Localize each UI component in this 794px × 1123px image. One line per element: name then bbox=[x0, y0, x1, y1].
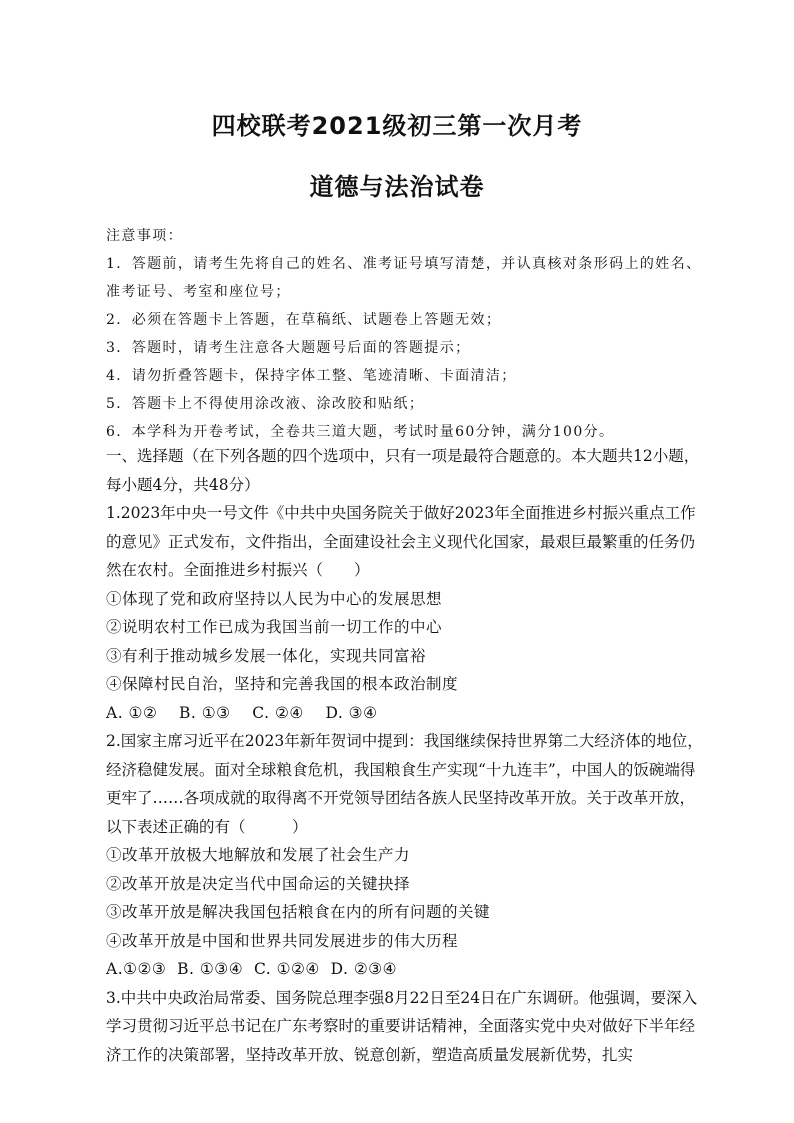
question-option: ②改革开放是决定当代中国命运的关键抉择 bbox=[106, 874, 411, 893]
question-option: ④改革开放是中国和世界共同发展进步的伟大历程 bbox=[106, 931, 459, 950]
note-item: 2．必须在答题卡上答题，在草稿纸、试题卷上答题无效； bbox=[106, 312, 502, 328]
question-option: ③有利于推动城乡发展一体化，实现共同富裕 bbox=[106, 646, 427, 665]
question-stem: 3.中共中央政治局常委、国务院总理李强8月22日至24日在广东调研。他强调，要深入学习贯彻习近平总书记在广东考察时的重要讲话精神，全面落实党中央对做好下半年经济工作的决策部署，坚持改革开放、锐意创新，塑造高质量发展新优势，扎实 bbox=[106, 988, 698, 1064]
question-option: ②说明农村工作已成为我国当前一切工作的中心 bbox=[106, 618, 443, 636]
note-item: 5．答题卡上不得使用涂改液、涂改胶和贴纸； bbox=[106, 396, 425, 412]
section-heading: 一、选择题（在下列各题的四个选项中，只有一项是最符合题意的。本大题共12小题，每小题4分，共48分） bbox=[106, 447, 700, 494]
note-item: 1．答题前，请考生先将自己的姓名、准考证号填写清楚，并认真核对条形码上的姓名、准考证号、考室和座位号； bbox=[106, 256, 702, 300]
question-option: ④保障村民自治，坚持和完善我国的根本政治制度 bbox=[106, 675, 459, 693]
exam-subtitle: 道德与法治试卷 bbox=[309, 173, 485, 201]
answer-choices: A.①②③ B. ①③④ C. ①②④ D. ②③④ bbox=[106, 960, 398, 978]
note-item: 3．答题时，请考生注意各大题题号后面的答题提示； bbox=[106, 340, 471, 356]
question-stem: 1.2023年中央一号文件《中共中央国务院关于做好2023年全面推进乡村振兴重点工作的意见》正式发布，文件指出，全面建设社会主义现代化国家，最艰巨最繁重的任务仍然在农村。全面推进乡村振兴（ ） bbox=[106, 504, 696, 579]
note-item: 4．请勿折叠答题卡，保持字体工整、笔迹清晰、卡面清洁； bbox=[106, 368, 517, 384]
question-stem: 2.国家主席习近平在2023年新年贺词中提到：我国继续保持世界第二大经济体的地位，经济稳健发展。面对全球粮食危机，我国粮食生产实现“十九连丰”，中国人的饭碗端得更牢了……各项成就的取得离不开党领导团结各族人民坚持改革开放。关于改革开放，以下表述正确的有（ ） bbox=[106, 732, 703, 836]
question-option: ①体现了党和政府坚持以人民为中心的发展思想 bbox=[106, 589, 443, 608]
question-option: ①改革开放极大地解放和发展了社会生产力 bbox=[106, 846, 411, 864]
notes-section bbox=[106, 222, 706, 446]
question-option: ③改革开放是解决我国包括粮食在内的所有问题的关键 bbox=[106, 903, 491, 921]
answer-choices: A. ①② B. ①③ C. ②④ D. ③④ bbox=[106, 703, 378, 722]
note-item: 6．本学科为开卷考试，全卷共三道大题，考试时量60分钟，满分100分。 bbox=[106, 424, 615, 440]
questions-section bbox=[106, 442, 706, 1069]
exam-title: 四校联考2021级初三第一次月考 bbox=[211, 112, 583, 140]
notes-heading: 注意事项： bbox=[106, 228, 183, 244]
